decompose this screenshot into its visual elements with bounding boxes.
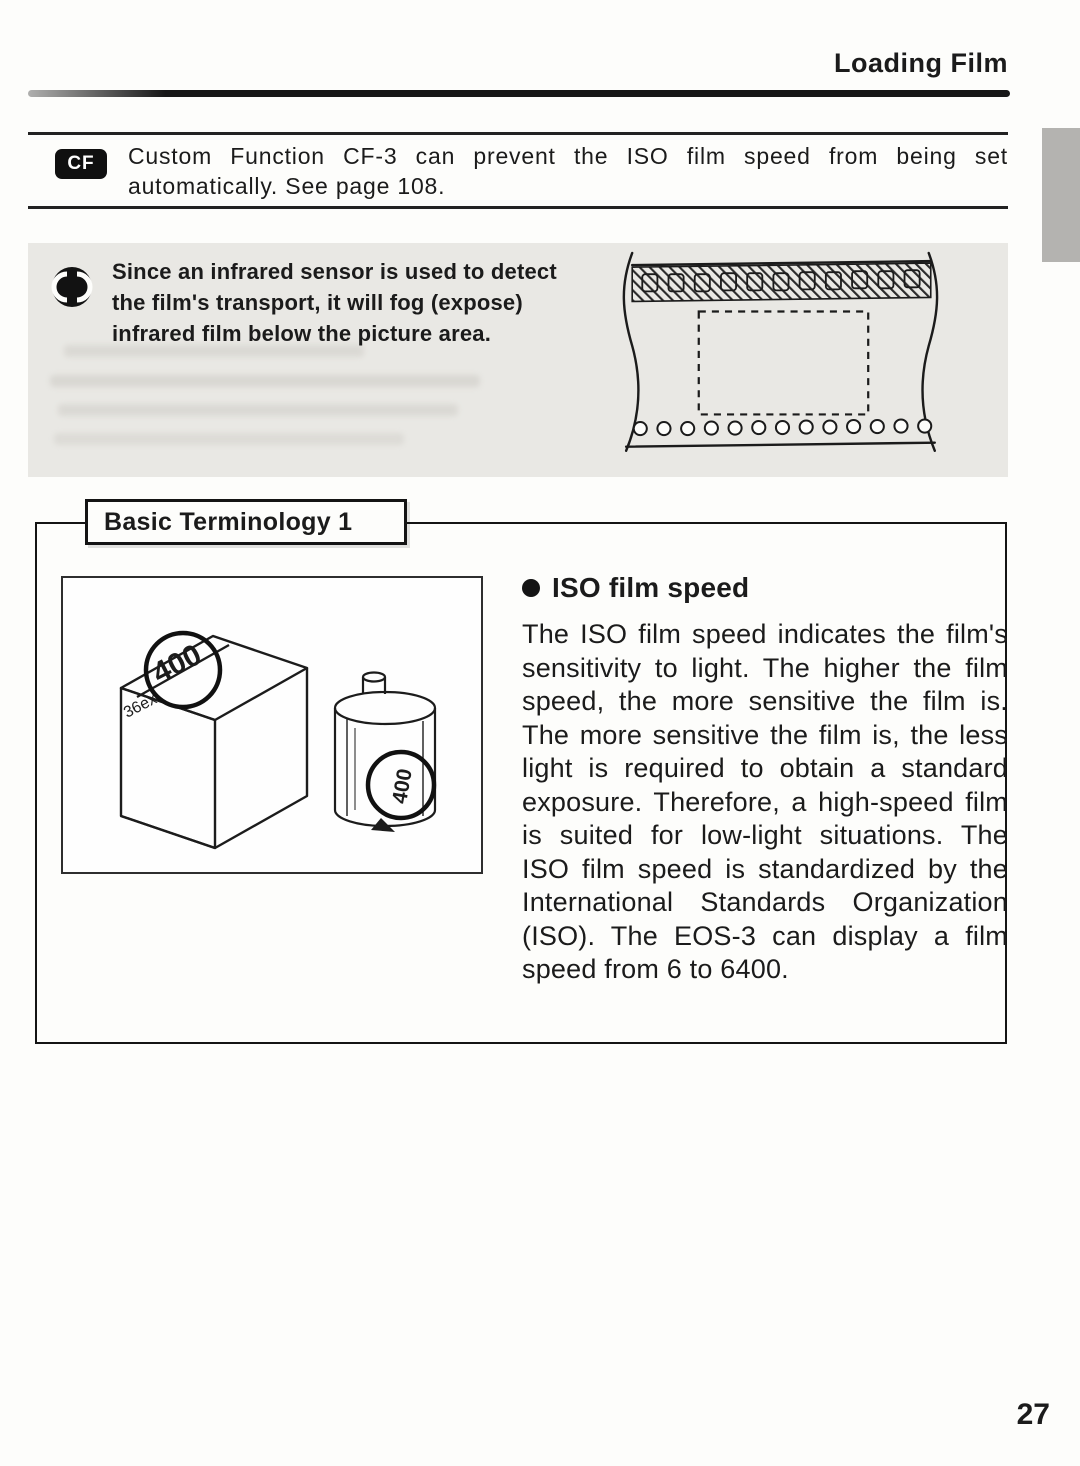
- iso-film-speed-article: [522, 572, 1008, 987]
- cf-badge: CF: [55, 149, 107, 179]
- cf-section-bottom-rule: [28, 206, 1008, 209]
- film-box-exposures-label: 36ex.: [121, 688, 164, 722]
- bullet-icon: [522, 579, 540, 597]
- print-bleed-artifact: [50, 375, 480, 387]
- chapter-index-tab: [1042, 128, 1080, 262]
- infrared-note-text: Since an infrared sensor is used to detect the film's transport, it will fog (expose) infrared film below the picture area.: [112, 259, 557, 346]
- film-strip-diagram: [610, 249, 958, 457]
- cf-note-text: Custom Function CF-3 can prevent the ISO film speed from being set automatically. See page 108.: [128, 143, 1008, 199]
- film-box-illustration: [61, 576, 483, 874]
- header-rule: [28, 90, 1010, 97]
- print-bleed-artifact: [58, 404, 458, 416]
- iso-film-speed-body: The ISO film speed indicates the film's sensitivity to light. The higher the film speed, the more sensitive the film is. The more sensitive the film is, the less light is required to obtain a standard exposure. Therefore, a high-speed film is suited for low-light situations. The ISO film speed is standardized by the International Standards Organization (ISO). The EOS-3 can display a film speed from 6 to 6400.: [522, 619, 1008, 984]
- print-bleed-artifact: [54, 433, 404, 445]
- cf-section-top-rule: [28, 132, 1008, 135]
- cartridge-speed-label: 400: [388, 767, 417, 806]
- iso-heading-text: ISO film speed: [552, 572, 750, 603]
- film-caution-icon: [50, 265, 94, 309]
- page-number: 27: [1016, 1398, 1050, 1431]
- iso-film-speed-heading: [522, 572, 1008, 604]
- infrared-note-box: [28, 243, 1008, 477]
- page-title: Loading Film: [834, 48, 1008, 78]
- film-box-speed-label: 400: [147, 638, 207, 691]
- terminology-box: [35, 522, 1007, 1044]
- terminology-tab-label: Basic Terminology 1: [85, 499, 407, 545]
